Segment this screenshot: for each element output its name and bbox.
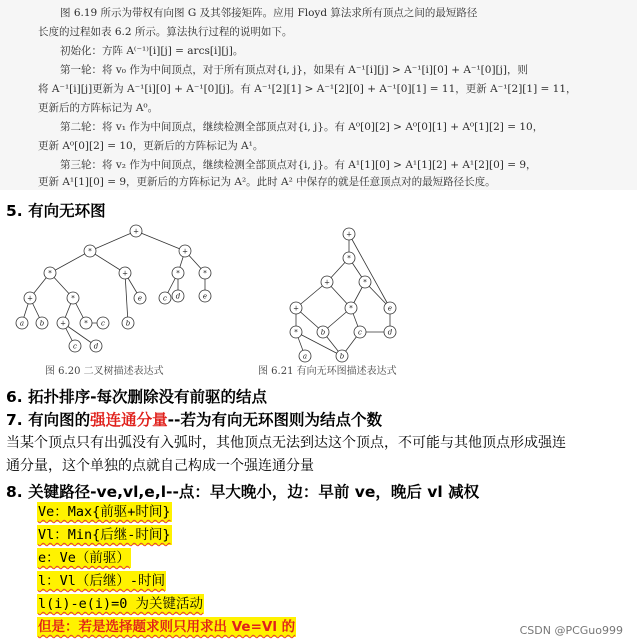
graph-edge <box>50 251 90 273</box>
graph-node <box>384 302 396 314</box>
svg-text:c: c <box>101 319 105 328</box>
graph-node <box>130 225 142 237</box>
book-line: 第一轮：将 v₀ 作为中间顶点，对于所有顶点对{i, j}，如果有 A⁻¹[i][j] > A⁻¹[i][0] + A⁻¹[0][j]，则 <box>60 64 528 76</box>
graph-edge <box>136 231 185 251</box>
graph-node <box>384 326 396 338</box>
graph-node <box>36 317 48 329</box>
svg-text:+: + <box>133 227 139 236</box>
graph-node <box>122 317 134 329</box>
section-8-heading: 8. 关键路径-ve,vl,e,l--点：早大晚小，边：早前 ve，晚后 vl 减权 <box>6 483 480 501</box>
note-line: Ve：Max{前驱+时间} <box>38 504 171 520</box>
svg-text:e: e <box>137 294 143 303</box>
graph-node <box>80 317 92 329</box>
graph-node <box>290 302 302 314</box>
graph-edge <box>90 231 136 251</box>
svg-text:*: * <box>203 269 207 278</box>
graph-node <box>290 326 302 338</box>
graph-edge <box>125 273 128 323</box>
svg-text:b: b <box>339 352 345 361</box>
note-line-warning: 但是：若是选择题求则只用求出 Ve=Vl 的 <box>38 619 296 635</box>
svg-text:d: d <box>175 292 181 301</box>
section-7-heading <box>6 408 382 430</box>
left-figure-caption: 图 6.20 二叉树描述表达式 <box>45 366 164 377</box>
section-7-prefix: 7. 有向图的 <box>6 411 91 429</box>
graph-node <box>134 292 146 304</box>
graph-node <box>359 276 371 288</box>
figure-area <box>0 218 637 378</box>
svg-text:+: + <box>182 247 188 256</box>
graph-node <box>336 350 348 362</box>
binary-tree-figure <box>16 225 211 352</box>
svg-text:+: + <box>293 304 299 313</box>
graph-node <box>345 302 357 314</box>
svg-text:c: c <box>163 294 167 303</box>
svg-text:c: c <box>358 328 362 337</box>
svg-text:+: + <box>324 278 330 287</box>
section-5-heading: 5. 有向无环图 <box>6 202 106 220</box>
svg-text:a: a <box>302 352 308 361</box>
svg-text:e: e <box>387 304 393 313</box>
book-line: 长度的过程如表 6.2 所示。算法执行过程的说明如下。 <box>38 26 293 38</box>
graph-node <box>199 290 211 302</box>
svg-text:*: * <box>84 319 88 328</box>
book-line: 第三轮：将 v₂ 作为中间顶点，继续检测全部顶点对{i, j}。有 A¹[1][0] > A¹[1][2] + A¹[2][0] = 9， <box>60 159 537 171</box>
graph-node <box>343 252 355 264</box>
graph-node <box>97 317 109 329</box>
graph-node <box>172 267 184 279</box>
svg-text:*: * <box>176 269 180 278</box>
graph-node <box>67 292 79 304</box>
section-7-suffix: --若为有向无环图则为结点个数 <box>167 411 382 429</box>
graph-node <box>44 267 56 279</box>
graph-node <box>354 326 366 338</box>
graph-node <box>321 276 333 288</box>
graph-node <box>179 245 191 257</box>
graph-node <box>119 267 131 279</box>
svg-text:a: a <box>19 319 25 328</box>
svg-text:*: * <box>349 304 353 313</box>
book-line: 更新后的方阵标记为 A⁰。 <box>38 102 159 114</box>
svg-text:*: * <box>294 328 298 337</box>
svg-text:*: * <box>347 254 351 263</box>
graph-node <box>16 317 28 329</box>
book-line: 初始化：方阵 A⁽⁻¹⁾[i][j] = arcs[i][j]。 <box>60 45 244 57</box>
graph-edge <box>349 234 390 308</box>
svg-text:e: e <box>202 292 208 301</box>
book-line: 图 6.19 所示为带权有向图 G 及其邻接矩阵。应用 Floyd 算法求所有顶点之间的最短路径 <box>60 7 478 19</box>
graph-node <box>299 350 311 362</box>
paragraph-line: 通分量，这个单独的点就自己构成一个强连通分量 <box>6 458 314 474</box>
svg-text:d: d <box>93 342 99 351</box>
svg-text:b: b <box>125 319 131 328</box>
section-6-heading: 6. 拓扑排序-每次删除没有前驱的结点 <box>6 388 268 406</box>
note-line: l(i)-e(i)=0 为关键活动 <box>38 596 204 612</box>
svg-text:c: c <box>73 342 77 351</box>
svg-text:+: + <box>60 319 66 328</box>
graph-node <box>159 292 171 304</box>
paragraph-line: 当某个顶点只有出弧没有入弧时，其他顶点无法到达这个顶点，不可能与其他顶点形成强连 <box>6 435 566 451</box>
svg-text:b: b <box>320 328 326 337</box>
svg-text:b: b <box>39 319 45 328</box>
watermark: CSDN @PCGuo999 <box>519 624 623 637</box>
note-line: Vl：Min{后继-时间} <box>38 527 171 543</box>
graph-node <box>90 340 102 352</box>
graph-node <box>24 292 36 304</box>
right-figure-caption: 图 6.21 有向无环图描述表达式 <box>258 366 397 377</box>
graph-node <box>343 228 355 240</box>
graph-node <box>84 245 96 257</box>
note-line: l：Vl（后继）-时间 <box>38 573 166 589</box>
graph-node <box>317 326 329 338</box>
svg-text:*: * <box>48 269 52 278</box>
note-line: e：Ve（前驱） <box>38 550 130 566</box>
dag-figure <box>290 228 396 362</box>
svg-text:+: + <box>346 230 352 239</box>
book-line: 将 A⁻¹[i][j]更新为 A⁻¹[i][0] + A⁻¹[0][j]。有 A⁻¹[2][1] > A⁻¹[2][0] + A⁻¹[0][1] = 11，更新 A⁻¹[2][1] = 11， <box>38 83 577 95</box>
expression-figures <box>0 218 637 363</box>
svg-text:*: * <box>363 278 367 287</box>
book-line: 第二轮：将 v₁ 作为中间顶点，继续检测全部顶点对{i, j}。有 A⁰[0][2] > A⁰[0][1] + A⁰[1][2] = 10， <box>60 121 544 133</box>
graph-node <box>172 290 184 302</box>
book-line: 更新 A¹[1][0] = 9，更新后的方阵标记为 A²。此时 A² 中保存的就是任意顶点对的最短路径长度。 <box>38 176 496 188</box>
graph-node <box>69 340 81 352</box>
section-7-highlight: 强连通分量 <box>90 411 168 429</box>
book-line: 更新 A⁰[0][2] = 10，更新后的方阵标记为 A¹。 <box>38 140 264 152</box>
textbook-excerpt <box>0 0 637 190</box>
svg-text:*: * <box>71 294 75 303</box>
svg-text:*: * <box>88 247 92 256</box>
svg-text:+: + <box>27 294 33 303</box>
graph-node <box>199 267 211 279</box>
svg-text:d: d <box>387 328 393 337</box>
svg-text:+: + <box>122 269 128 278</box>
graph-node <box>57 317 69 329</box>
